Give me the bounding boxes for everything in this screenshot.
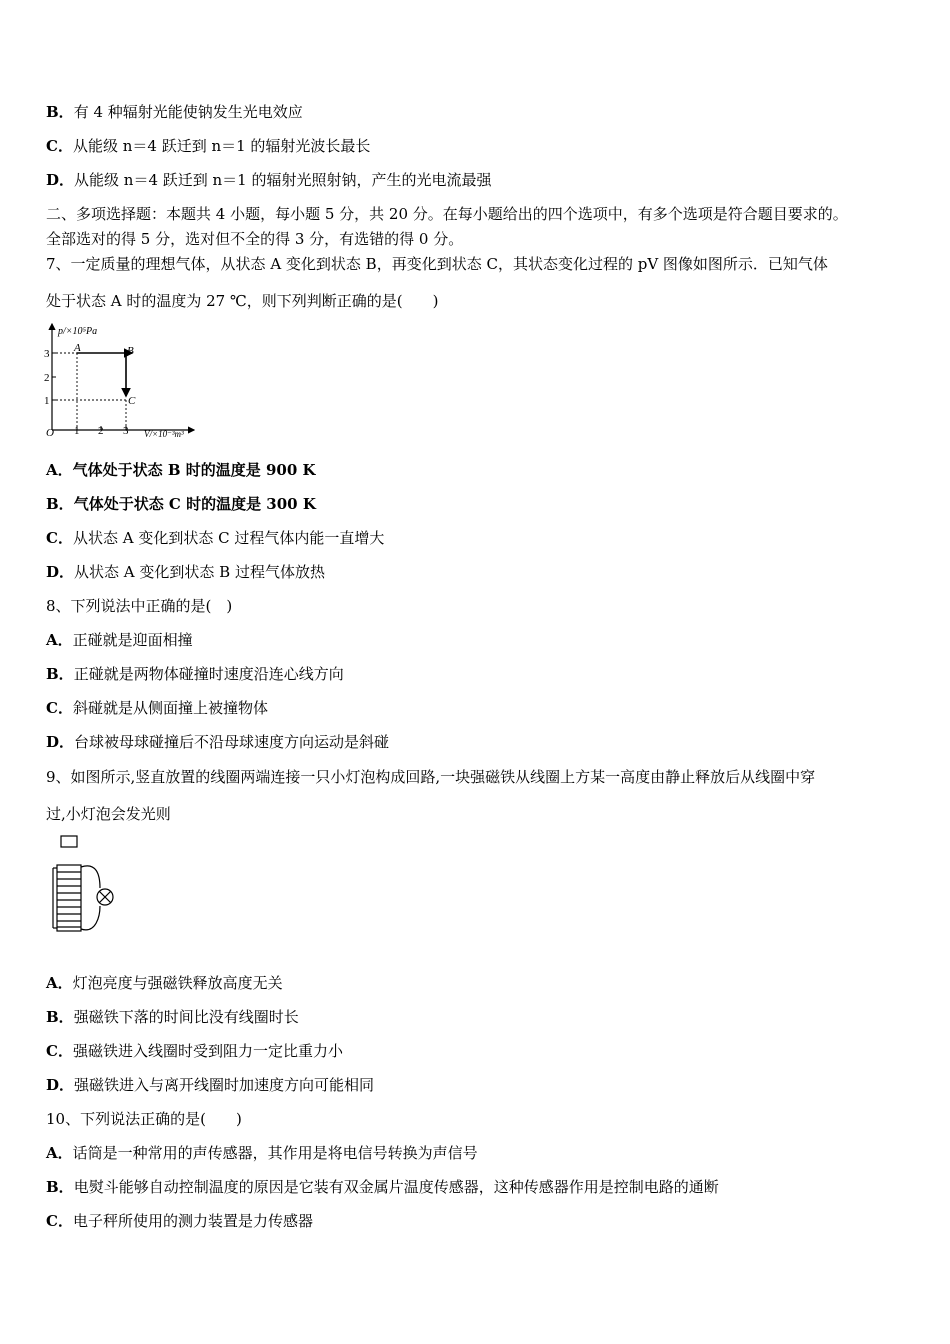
q6-option-b [46,102,303,122]
q6-option-c [46,136,370,156]
option-letter: C． [46,529,73,547]
option-letter: B． [46,495,74,513]
option-text: 斜碰就是从侧面撞上被撞物体 [72,699,268,717]
option-text: 气体处于状态 B 时的温度是 900 K [72,461,316,479]
option-text: 正碰就是两物体碰撞时速度沿连心线方向 [73,665,344,683]
option-letter: B． [46,103,74,121]
q9-option-c [46,1041,343,1061]
q9-stem-line2: 过,小灯泡会发光则 [46,805,171,823]
y-tick-label: 1 [44,395,50,407]
coil-magnet-figure [48,832,128,938]
bulb-icon [97,889,113,905]
q7-option-b [46,494,316,514]
option-letter: B． [46,665,74,683]
option-text: 气体处于状态 C 时的温度是 300 K [73,495,316,513]
option-text: 从能级 n＝4 跃迁到 n＝1 的辐射光照射钠，产生的光电流最强 [74,171,492,189]
option-letter: B． [46,1008,74,1026]
option-text: 从状态 A 变化到状态 B 过程气体放热 [74,563,325,581]
point-c-label: C [128,395,136,407]
option-letter: C． [46,1212,73,1230]
option-text: 灯泡亮度与强磁铁释放高度无关 [72,974,283,992]
q7-option-c [46,528,384,548]
option-text: 正碰就是迎面相撞 [72,631,193,649]
option-letter: C． [46,137,73,155]
option-text: 强磁铁进入线圈时受到阻力一定比重力小 [72,1042,343,1060]
coil [53,865,100,931]
option-text: 强磁铁进入与离开线圈时加速度方向可能相同 [74,1076,375,1094]
option-letter: D． [46,733,75,751]
q10-option-a [46,1143,478,1163]
q10-option-b [46,1177,719,1197]
option-letter: C． [46,1042,73,1060]
option-letter: A． [46,461,73,479]
y-tick-label: 3 [44,348,50,360]
option-text: 强磁铁下落的时间比没有线圈时长 [73,1008,299,1026]
q10-stem: 10、下列说法正确的是( ) [46,1110,242,1128]
x-tick-label: 1 [74,425,80,437]
q8-option-a [46,630,193,650]
option-text: 有 4 种辐射光能使钠发生光电效应 [73,103,303,121]
point-b-label: B [127,345,134,357]
option-text: 话筒是一种常用的声传感器，其作用是将电信号转换为声信号 [72,1144,478,1162]
option-text: 台球被母球碰撞后不沿母球速度方向运动是斜碰 [74,733,390,751]
option-letter: D． [46,1076,75,1094]
q8-option-b [46,664,344,684]
option-letter: A． [46,974,73,992]
q8-option-d [46,732,389,752]
origin-label: O [46,427,54,439]
q8-option-c [46,698,268,718]
q9-option-d [46,1075,374,1095]
magnet [61,836,77,847]
q6-option-d [46,170,492,190]
q9-option-a [46,973,283,993]
y-tick-label: 2 [44,372,50,384]
q7-stem-line2: 处于状态 A 时的温度为 27 ℃，则下列判断正确的是( ) [46,292,439,310]
pv-graph [44,320,214,444]
option-text: 电熨斗能够自动控制温度的原因是它装有双金属片温度传感器，这种传感器作用是控制电路的通断 [73,1178,719,1196]
option-letter: D． [46,563,75,581]
option-letter: C． [46,699,73,717]
option-text: 从能级 n＝4 跃迁到 n＝1 的辐射光波长最长 [72,137,371,155]
option-letter: D． [46,171,75,189]
q9-stem-line1: 9、如图所示,竖直放置的线圈两端连接一只小灯泡构成回路,一块强磁铁从线圈上方某一高度由静止释放后从线圈中穿 [46,768,816,786]
q8-stem: 8、下列说法中正确的是( ) [46,597,233,615]
x-axis-label: V/×10⁻³m³ [144,429,184,439]
y-axis-label: p/×10⁵Pa [58,326,98,337]
q7-stem-line1: 7、一定质量的理想气体，从状态 A 变化到状态 B，再变化到状态 C，其状态变化过程的 pV 图像如图所示．已知气体 [46,255,828,273]
q7-option-a [46,460,316,480]
q9-option-b [46,1007,299,1027]
q10-option-c [46,1211,313,1231]
section2-line2: 全部选对的得 5 分，选对但不全的得 3 分，有选错的得 0 分。 [46,230,464,248]
q7-option-d [46,562,325,582]
point-a-label: A [74,342,81,354]
option-text: 从状态 A 变化到状态 C 过程气体内能一直增大 [72,529,385,547]
option-letter: A． [46,631,73,649]
x-tick-label: 3 [123,425,129,437]
option-letter: B． [46,1178,74,1196]
x-tick-label: 2 [98,425,104,437]
section2-line1: 二、多项选择题：本题共 4 小题，每小题 5 分，共 20 分。在每小题给出的四个选项中，有多个选项是符合题目要求的。 [46,205,848,223]
option-text: 电子秤所使用的测力装置是力传感器 [72,1212,313,1230]
option-letter: A． [46,1144,73,1162]
